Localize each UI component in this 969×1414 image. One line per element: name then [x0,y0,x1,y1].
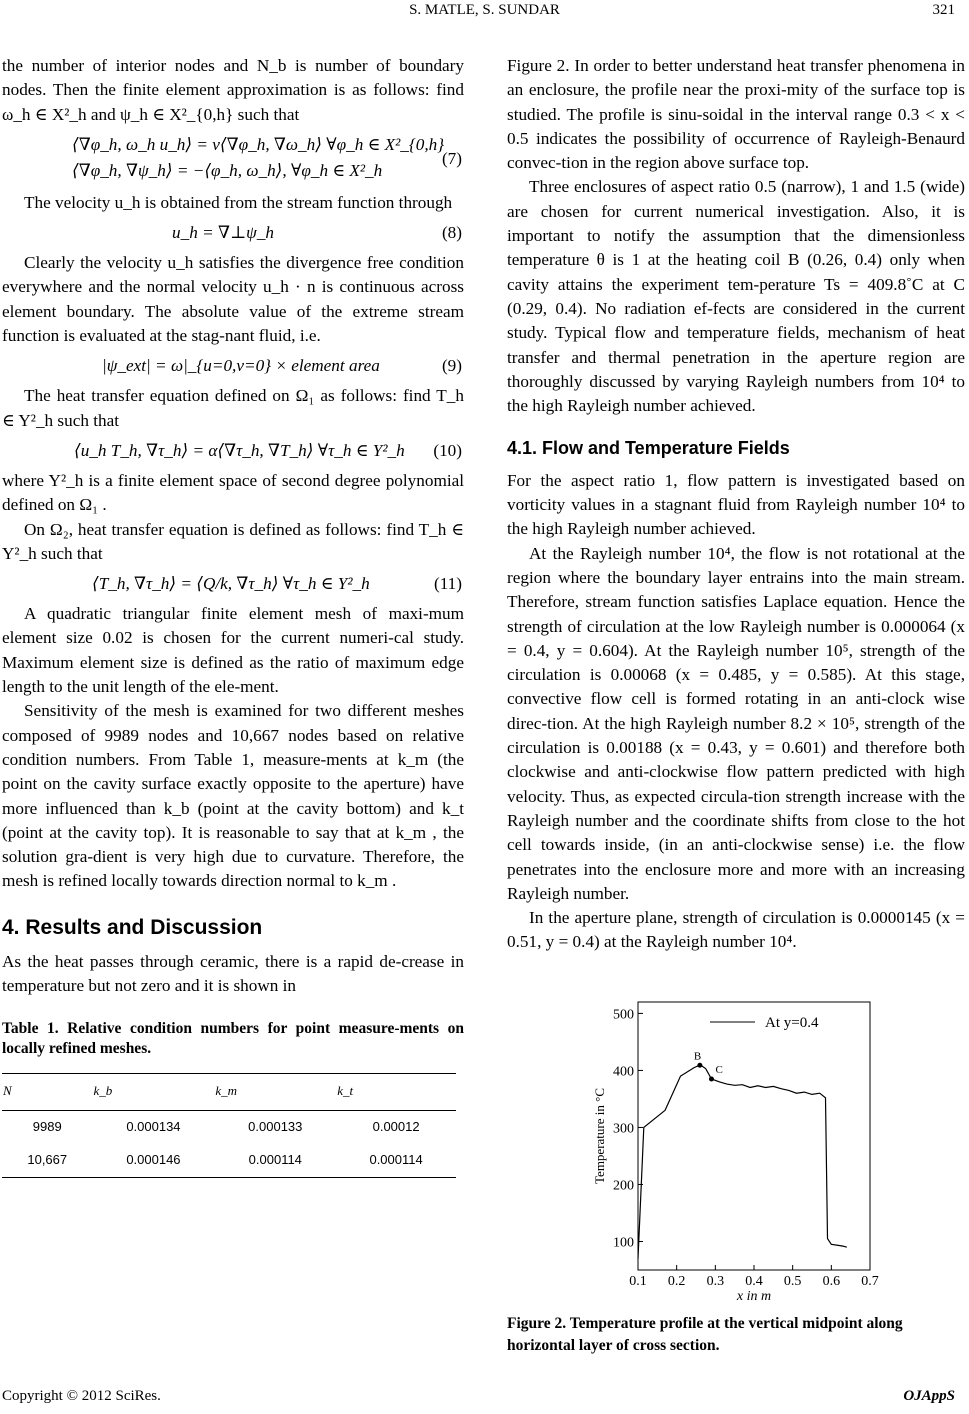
x-tick-label: 0.3 [706,1274,725,1289]
table-row [2,1144,456,1178]
paragraph: the number of interior nodes and N_b is number of boundary nodes. Then the finite element approximation is as follows: find ω_h ∈ X²_h and ψ_h ∈ X²_{0,h} such that [2,56,464,124]
paragraph: At the Rayleigh number 10⁴, the flow is not rotational at the region where the boundary layer entrains into the main stream. Therefore, stream function satisfies Laplace equation. Hence the strength of circulation at the low Rayleigh number is 0.000064 (x = 0.4, y = 0.604). At the Rayleigh number 10⁵, strength of the circulation is 0.00068 (x = 0.485, y = 0.585). At this stage, convective flow cell is formed rotating in an anti-clock wise direc-tion. At the high Rayleigh number 8.2 × 10⁵, strength of the circulation is 0.00188 (x = 0.43, y = 0.601) and therefore both clockwise and anti-clockwise flow pattern predicted with high velocity. Thus, as expected circula-tion strength increase with the Rayleigh number and the coordinate shifts from close to the hot cell towards inside, (in an anti-clockwise sense) i.e. the flow penetrates into the enclosure more and more with an increasing Rayleigh number. [507,543,965,903]
paragraph: The velocity u_h is obtained from the stream function through [24,192,453,212]
y-tick-label: 400 [613,1064,634,1080]
page-number: 321 [932,2,955,18]
series-line-at-y-0.4 [638,1065,847,1258]
x-axis-label: x in m [736,1289,772,1300]
paragraph: where Y²_h is a finite element space of second degree polynomial defined on Ω₁ . [2,470,464,515]
condition-number-table [2,1073,456,1178]
table-cell: 0.000133 [248,1118,303,1134]
table-cell: 0.000114 [214,1144,336,1178]
paragraph: As the heat passes through ceramic, there is a rapid de-crease in temperature but not zero and it is shown in [2,952,464,996]
annotation-point [709,1076,714,1081]
table-header-row [2,1073,456,1110]
temperature-profile-chart [590,990,890,1300]
section-heading: 4. Results and Discussion [2,915,263,939]
table-header-cell: k_t [336,1073,456,1110]
x-tick-label: 0.6 [822,1274,841,1289]
table-cell: 0.00012 [372,1118,420,1134]
annotation-point [697,1063,702,1068]
table-cell: 10,667 [2,1144,93,1178]
copyright: Copyright © 2012 SciRes. [2,1388,161,1404]
equation-8: u_h = ∇⊥ψ_h (8) [2,221,464,245]
paragraph: Sensitivity of the mesh is examined for two different meshes composed of 9989 nodes and 10,667 nodes based on relative condition numbers. From Table 1, measure-ments at k_m (the point on the cavity surface exactly opposite to the aperture) have more influenced than k_b (point at the cavity bottom) and k_t (point at the cavity top). It is reasonable to say that at k_m , the solution gra-dient is very high due to curvature. Therefore, the mesh is refined locally towards direction normal to k_m . [2,701,464,891]
y-tick-label: 200 [613,1178,634,1194]
y-tick-label: 300 [613,1121,634,1137]
y-axis-label: Temperature in °C [592,1088,607,1184]
subsection-heading: 4.1. Flow and Temperature Fields [507,438,790,459]
paragraph: A quadratic triangular finite element mesh of maxi-mum element size 0.02 is chosen for the current numeri-cal study. Maximum element size is defined as the ratio of maximum edge length to the unit length of the ele-ment. [2,604,464,697]
equation-number: (10) [433,440,462,460]
plot-frame [638,1002,870,1270]
equation-10: ⟨u_h T_h, ∇τ_h⟩ = α⟨∇τ_h, ∇T_h⟩ ∀τ_h ∈ Y²_h (10) [2,439,464,463]
running-authors: S. MATLE, S. SUNDAR [409,2,560,18]
equation-number: (11) [434,574,462,594]
table-cell: 0.000114 [336,1144,456,1178]
equation-11: ⟨T_h, ∇τ_h⟩ = ⟨Q/k, ∇τ_h⟩ ∀τ_h ∈ Y²_h (11) [2,572,464,596]
equation-7: ⟨∇φ_h, ω_h u_h⟩ = ν⟨∇φ_h, ∇ω_h⟩ ∀φ_h ∈ X²_{0,h} ⟨∇φ_h, ∇ψ_h⟩ = −⟨φ_h, ω_h⟩, ∀φ_h ∈ X²_h (7) [72,134,462,180]
paragraph: Clearly the velocity u_h satisfies the divergence free condition everywhere and the normal velocity u_h · n is continuous across element boundary. The absolute value of the extreme stream function is evaluated at the stag-nant fluid, i.e. [2,253,464,346]
equation-number: (9) [441,356,462,376]
paragraph: In the aperture plane, strength of circulation is 0.0000145 (x = 0.51, y = 0.4) at the Rayleigh number 10⁴. [507,908,965,952]
right-column [507,54,965,955]
table-caption: Table 1. Relative condition numbers for point measure-ments on locally refined meshes. [2,1019,464,1057]
left-column [2,54,464,1178]
paragraph: Three enclosures of aspect ratio 0.5 (narrow), 1 and 1.5 (wide) are chosen for current numerical investigation. Also, it is important to notify the assumption that the dimensionless temperature θ is 1 at the heating coil B (0.26, 0.4) only when cavity attains the experiment tem-perature Ts = 409.8˚C at C (0.29, 0.4). No radiation ef-fects are considered in the current study. Typical flow and temperature fields, mechanism of heat transfer and thermal penetration in the aperture region are thoroughly discussed by varying Rayleigh numbers from 10⁴ to the high Rayleigh number achieved. [507,177,965,416]
paragraph: Figure 2. In order to better understand heat transfer phenomena in an enclosure, the profile near the proxi-mity of the surface top is studied. The profile is sinu-soidal in the interval range 0.3 < x < 0.5 indicates the possibility of occurrence of Rayleigh-Benaurd convec-tion in the region above surface top. [507,56,965,173]
table-cell: 0.000146 [93,1144,215,1178]
annotation-label: C [715,1063,723,1076]
table-cell: 9989 [32,1118,62,1134]
equation-9: |ψ_ext| = ω|_{u=0,v=0} × element area (9) [2,354,464,378]
x-tick-label: 0.2 [667,1274,686,1289]
paragraph: For the aspect ratio 1, flow pattern is investigated based on vorticity values in a stagnant fluid from Rayleigh number 10⁴ to the high Rayleigh number achieved. [507,470,965,539]
journal-name: OJAppS [903,1388,955,1404]
equation-number: (7) [441,148,462,168]
annotation-label: B [693,1050,702,1063]
table-cell: 0.000134 [126,1118,181,1134]
y-tick-label: 500 [613,1007,634,1023]
x-tick-label: 0.1 [629,1274,647,1289]
table-header-cell: k_m [214,1073,336,1110]
legend-label: At y=0.4 [765,1015,819,1031]
x-tick-label: 0.4 [745,1274,763,1289]
table-row [2,1110,456,1144]
paragraph: The heat transfer equation defined on Ω₁ as follows: find T_h ∈ Y²_h such that [2,386,464,430]
page-header [0,0,969,30]
y-tick-label: 100 [613,1235,634,1251]
equation-number: (8) [441,223,462,243]
figure-caption: Figure 2. Temperature profile at the vertical midpoint along horizontal layer of cross section. [507,1315,903,1354]
table-header-cell: N [2,1073,93,1110]
x-tick-label: 0.5 [783,1274,802,1289]
paragraph: On Ω₂, heat transfer equation is defined as follows: find T_h ∈ Y²_h such that [2,519,464,563]
table-header-cell: k_b [93,1073,215,1110]
x-tick-label: 0.7 [861,1274,879,1289]
